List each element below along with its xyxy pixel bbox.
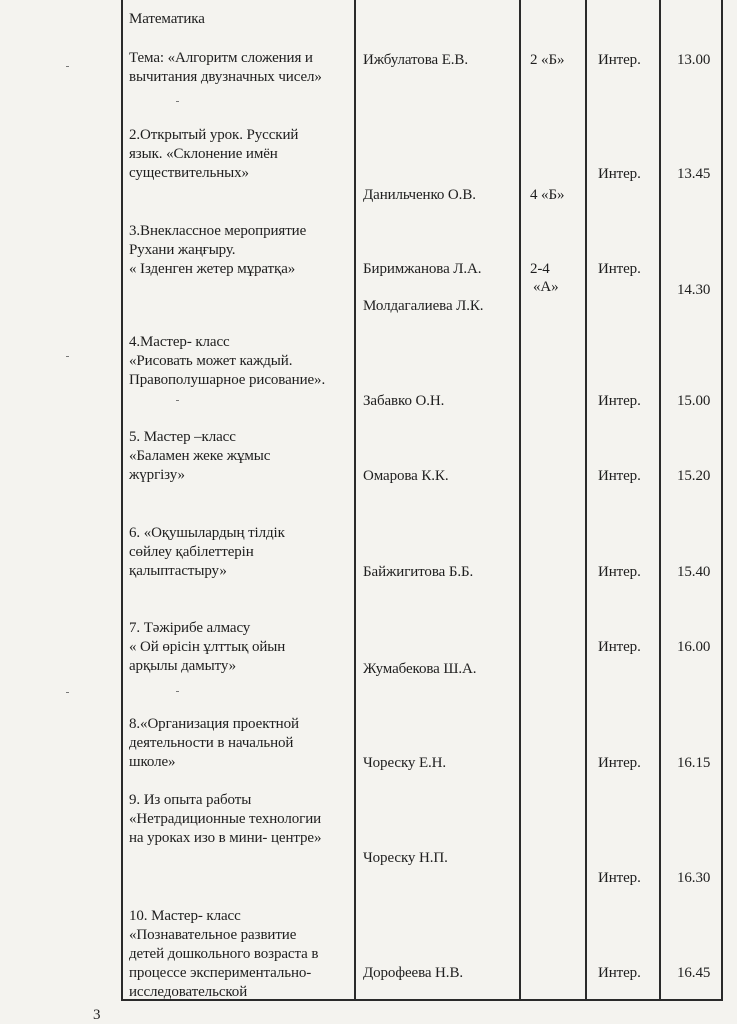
format-cell: Интер. — [598, 393, 641, 409]
teacher-name: Биримжанова Л.А. — [363, 261, 482, 277]
event-title-line: « Ой өрісін ұлттық ойын — [129, 639, 286, 655]
event-title-line: «Рисовать может каждый. — [129, 353, 293, 369]
event-title-line: 6. «Оқушылардың тілдік — [129, 525, 285, 541]
event-title-line: Математика — [129, 11, 205, 27]
column-divider-2 — [519, 0, 521, 1000]
event-title-line: 2.Открытый урок. Русский — [129, 127, 299, 143]
teacher-name: Омарова К.К. — [363, 468, 449, 484]
event-title-line: детей дошкольного возраста в — [129, 946, 319, 962]
format-cell: Интер. — [598, 52, 641, 68]
column-divider-3 — [585, 0, 587, 1000]
table-border-left — [121, 0, 123, 1000]
teacher-name: Ижбулатова Е.В. — [363, 52, 468, 68]
event-title-line: процессе экспериментально- — [129, 965, 312, 981]
event-title-line: «Нетрадиционные технологии — [129, 811, 322, 827]
class-grade: 4 «Б» — [530, 187, 565, 203]
event-title-line: на уроках изо в мини- центре» — [129, 830, 322, 846]
event-title-line: деятельности в начальной — [129, 735, 294, 751]
event-title-line: «Познавательное развитие — [129, 927, 297, 943]
teacher-name: Забавко О.Н. — [363, 393, 445, 409]
event-title-line: Рухани жаңғыру. — [129, 242, 236, 258]
event-title-line: арқылы дамыту» — [129, 658, 237, 674]
event-title-line: « Ізденген жетер мұратқа» — [129, 261, 296, 277]
teacher-name: Данильченко О.В. — [363, 187, 476, 203]
class-grade: «А» — [533, 279, 559, 295]
scan-mark — [176, 691, 179, 692]
event-title-line: 3.Внеклассное мероприятие — [129, 223, 307, 239]
format-cell: Интер. — [598, 564, 641, 580]
event-title-line: жүргізу» — [129, 467, 185, 483]
event-title-line: «Баламен жеке жұмыс — [129, 448, 271, 464]
teacher-name: Чореску Н.П. — [363, 850, 448, 866]
scan-mark — [66, 692, 69, 693]
time-cell: 15.40 — [677, 564, 711, 580]
teacher-name: Молдагалиева Л.К. — [363, 298, 484, 314]
class-grade: 2-4 — [530, 261, 550, 277]
column-divider-1 — [354, 0, 356, 1000]
format-cell: Интер. — [598, 639, 641, 655]
format-cell: Интер. — [598, 870, 641, 886]
teacher-name: Жумабекова Ш.А. — [363, 661, 477, 677]
time-cell: 16.45 — [677, 965, 711, 981]
event-title-line: 7. Тәжірибе алмасу — [129, 620, 251, 636]
scan-mark — [66, 66, 69, 67]
teacher-name: Байжигитова Б.Б. — [363, 564, 474, 580]
event-title-line: сөйлеу қабілеттерін — [129, 544, 254, 560]
event-title-line: Правополушарное рисование». — [129, 372, 326, 388]
time-cell: 15.20 — [677, 468, 711, 484]
event-title-line: 4.Мастер- класс — [129, 334, 230, 350]
event-title-line: 9. Из опыта работы — [129, 792, 252, 808]
scan-mark — [66, 356, 69, 357]
teacher-name: Чореску Е.Н. — [363, 755, 447, 771]
event-title-line: 10. Мастер- класс — [129, 908, 241, 924]
scan-mark — [176, 400, 179, 401]
format-cell: Интер. — [598, 755, 641, 771]
event-title-line: исследовательской — [129, 984, 248, 1000]
format-cell: Интер. — [598, 261, 641, 277]
event-title-line: 8.«Организация проектной — [129, 716, 299, 732]
event-title-line: вычитания двузначных чисел» — [129, 69, 322, 85]
time-cell: 13.45 — [677, 166, 711, 182]
time-cell: 16.15 — [677, 755, 711, 771]
event-title-line: язык. «Склонение имён — [129, 146, 278, 162]
column-divider-4 — [659, 0, 661, 1000]
format-cell: Интер. — [598, 468, 641, 484]
format-cell: Интер. — [598, 965, 641, 981]
scan-mark — [176, 101, 179, 102]
time-cell: 15.00 — [677, 393, 711, 409]
time-cell: 16.00 — [677, 639, 711, 655]
event-title-line: 5. Мастер –класс — [129, 429, 236, 445]
class-grade: 2 «Б» — [530, 52, 565, 68]
page-number: 3 — [93, 1007, 101, 1023]
teacher-name: Дорофеева Н.В. — [363, 965, 463, 981]
event-title-line: существительных» — [129, 165, 249, 181]
event-title-line: Тема: «Алгоритм сложения и — [129, 50, 313, 66]
table-border-right — [721, 0, 723, 1000]
event-title-line: қалыптастыру» — [129, 563, 227, 579]
event-title-line: школе» — [129, 754, 176, 770]
time-cell: 16.30 — [677, 870, 711, 886]
time-cell: 14.30 — [677, 282, 711, 298]
time-cell: 13.00 — [677, 52, 711, 68]
format-cell: Интер. — [598, 166, 641, 182]
